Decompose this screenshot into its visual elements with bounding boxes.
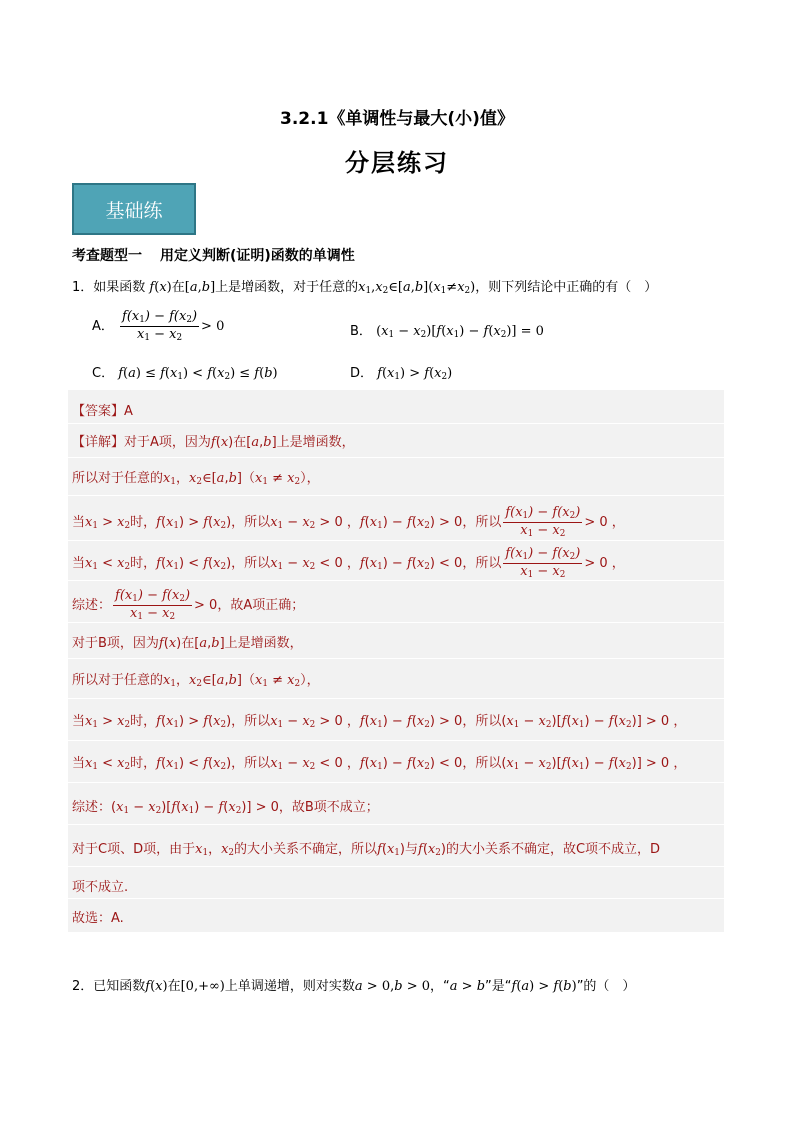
section-text: 用定义判断(证明)函数的单调性 [160,248,355,264]
question-2-text: ”是“ [485,979,512,994]
detail-text: ，所以 [462,714,502,729]
detail-line-3: 当$x_1 > x_2$时，$f(x_1) > f(x_2)$，所以$x_1 - x_2 > 0$ ，$f(x_1) - f(x_2) > 0$，所以 $\frac{f(x_1) - f(x_2)}{x_1 - x_2}$ > 0 ， [72,505,625,540]
detail-line-2: 所以对于任意的$x_1$，$x_2\in[a,b](x_1 \ne x_2)$， [72,471,320,488]
detail-text: 时， [130,714,157,729]
detail-text: 所以对于任意的 [72,471,164,486]
detail-text: 时， [130,514,157,530]
detail-text: ，所以 [231,714,271,729]
detail-text: 当 [72,714,86,729]
detail-text: 在 [181,636,195,651]
detail-text: 上是增函数， [224,636,303,651]
answer-tag: 【答案】A [72,404,133,419]
option-label: D． [350,366,374,381]
detail-text: 当 [72,514,86,530]
detail-text: 的大小关系不确定，故C项不成立，D [445,842,661,857]
option-label: B． [350,324,372,339]
detail-line-11: 对于C项、D项，由于$x_1$，$x_2$的大小关系不确定，所以$f(x_1)$与$f(x_2)$的大小关系不确定，故C项不成立，D [72,842,661,859]
detail-text: 综述： [72,800,112,815]
detail-text: 时， [130,756,157,771]
option-label: A． [92,318,114,334]
detail-line-12: 项不成立. [72,880,129,895]
question-2-number: 2．已知函数 [72,979,146,994]
option-d: D． $f(x_1) > f(x_2)$ [350,366,453,383]
detail-line-7: 所以对于任意的$x_1$，$x_2\in[a,b](x_1 \ne x_2)$， [72,673,320,690]
detail-text: 综述： [72,597,112,613]
detail-line-10: 综述：$(x_1 - x_2)[f(x_1) - f(x_2)] > 0$，故B项不成立； [72,800,379,817]
detail-text: 对于B项，因为 [72,636,159,651]
detail-line-9: 当$x_1 < x_2$时，$f(x_1) < f(x_2)$，所以$x_1 - x_2 < 0$ ，$f(x_1) - f(x_2) < 0$，所以$(x_1 - x_2)[f(x_1) - f(x_2)] > 0$ ， [72,756,687,773]
detail-line-1: 【详解】对于A项，因为f(x)在[a,b]上是增函数， [72,435,355,450]
document-title: 3.2.1《单调性与最大(小)值》 [280,109,514,129]
question-2-text: ，“ [430,979,450,994]
level-badge: 基础练 [72,183,196,235]
question-2-text: ”的（ ） [576,979,636,994]
question-1-text: 上是增函数，对于任意的 [215,280,359,295]
detail-text: ，所以 [231,555,271,571]
option-c: C． $f(a) \le f(x_1) < f(x_2) \le f(b)$ [92,366,278,383]
detail-text: ，所以 [231,514,271,530]
detail-text: ，所以 [231,756,271,771]
detail-text: 所以对于任意的 [72,673,164,688]
question-1-number: 1．如果函数 [72,280,146,295]
detail-text: 当 [72,756,86,771]
detail-line-6: 对于B项，因为f(x)在[a,b]上是增函数， [72,636,303,651]
question-2: 2．已知函数f(x)在[0,+∞)上单调递增，则对实数a > 0,b > 0，“a > b”是“f(a) > f(b)”的（ ） [72,979,636,994]
detail-text: 对于C项、D项，由于 [72,842,196,857]
detail-text: 当 [72,555,86,571]
detail-text: ，故B项不成立； [278,800,379,815]
detail-text: 的大小关系不确定，所以 [234,842,378,857]
question-1-text: 在 [171,280,185,295]
detail-line-8: 当$x_1 > x_2$时，$f(x_1) > f(x_2)$，所以$x_1 - x_2 > 0$ ，$f(x_1) - f(x_2) > 0$，所以$(x_1 - x_2)[f(x_1) - f(x_2)] > 0$ ， [72,714,687,731]
detail-text: 上是增函数， [276,435,355,450]
detail-text: 在 [233,435,247,450]
section-label: 考查题型一 [72,248,142,264]
document-subtitle: 分层练习 [345,149,449,177]
question-1: 1．如果函数 f(x)在[a,b]上是增函数，对于任意的$x_1,x_2\in[a,b](x_1\ne x_2)$，则下列结论中正确的有（ ） [72,280,658,297]
detail-text: ，故A项正确； [217,597,305,613]
detail-line-4: 当$x_1 < x_2$时，$f(x_1) < f(x_2)$，所以$x_1 - x_2 < 0$ ，$f(x_1) - f(x_2) < 0$，所以 $\frac{f(x_1) - f(x_2)}{x_1 - x_2}$ > 0 ， [72,546,625,581]
detail-text: 时， [130,555,157,571]
question-2-text: 上单调递增，则对实数 [224,979,355,994]
option-label: C． [92,366,115,381]
detail-text: 对于A项，因为 [124,435,211,450]
detail-tag: 【详解】 [72,435,125,450]
question-2-text: 在 [167,979,181,994]
detail-line-5: 综述： $\frac{f(x_1) - f(x_2)}{x_1 - x_2}$ > 0，故A项正确； [72,588,305,623]
detail-text: 与 [405,842,419,857]
option-a: A． $\frac{f(x_1) - f(x_2)}{x_1 - x_2}$ > 0 [92,309,225,344]
detail-text: ，所以 [462,555,502,571]
detail-choose: 故选：A. [72,911,124,926]
question-1-text: ，则下列结论中正确的有（ ） [475,280,658,295]
detail-text: ，所以 [462,756,502,771]
detail-text: ，所以 [462,514,502,530]
section-heading [72,245,355,265]
math: f [149,280,155,295]
option-b: B． $(x_1 - x_2)[f(x_1) - f(x_2)] = 0$ [350,324,544,341]
